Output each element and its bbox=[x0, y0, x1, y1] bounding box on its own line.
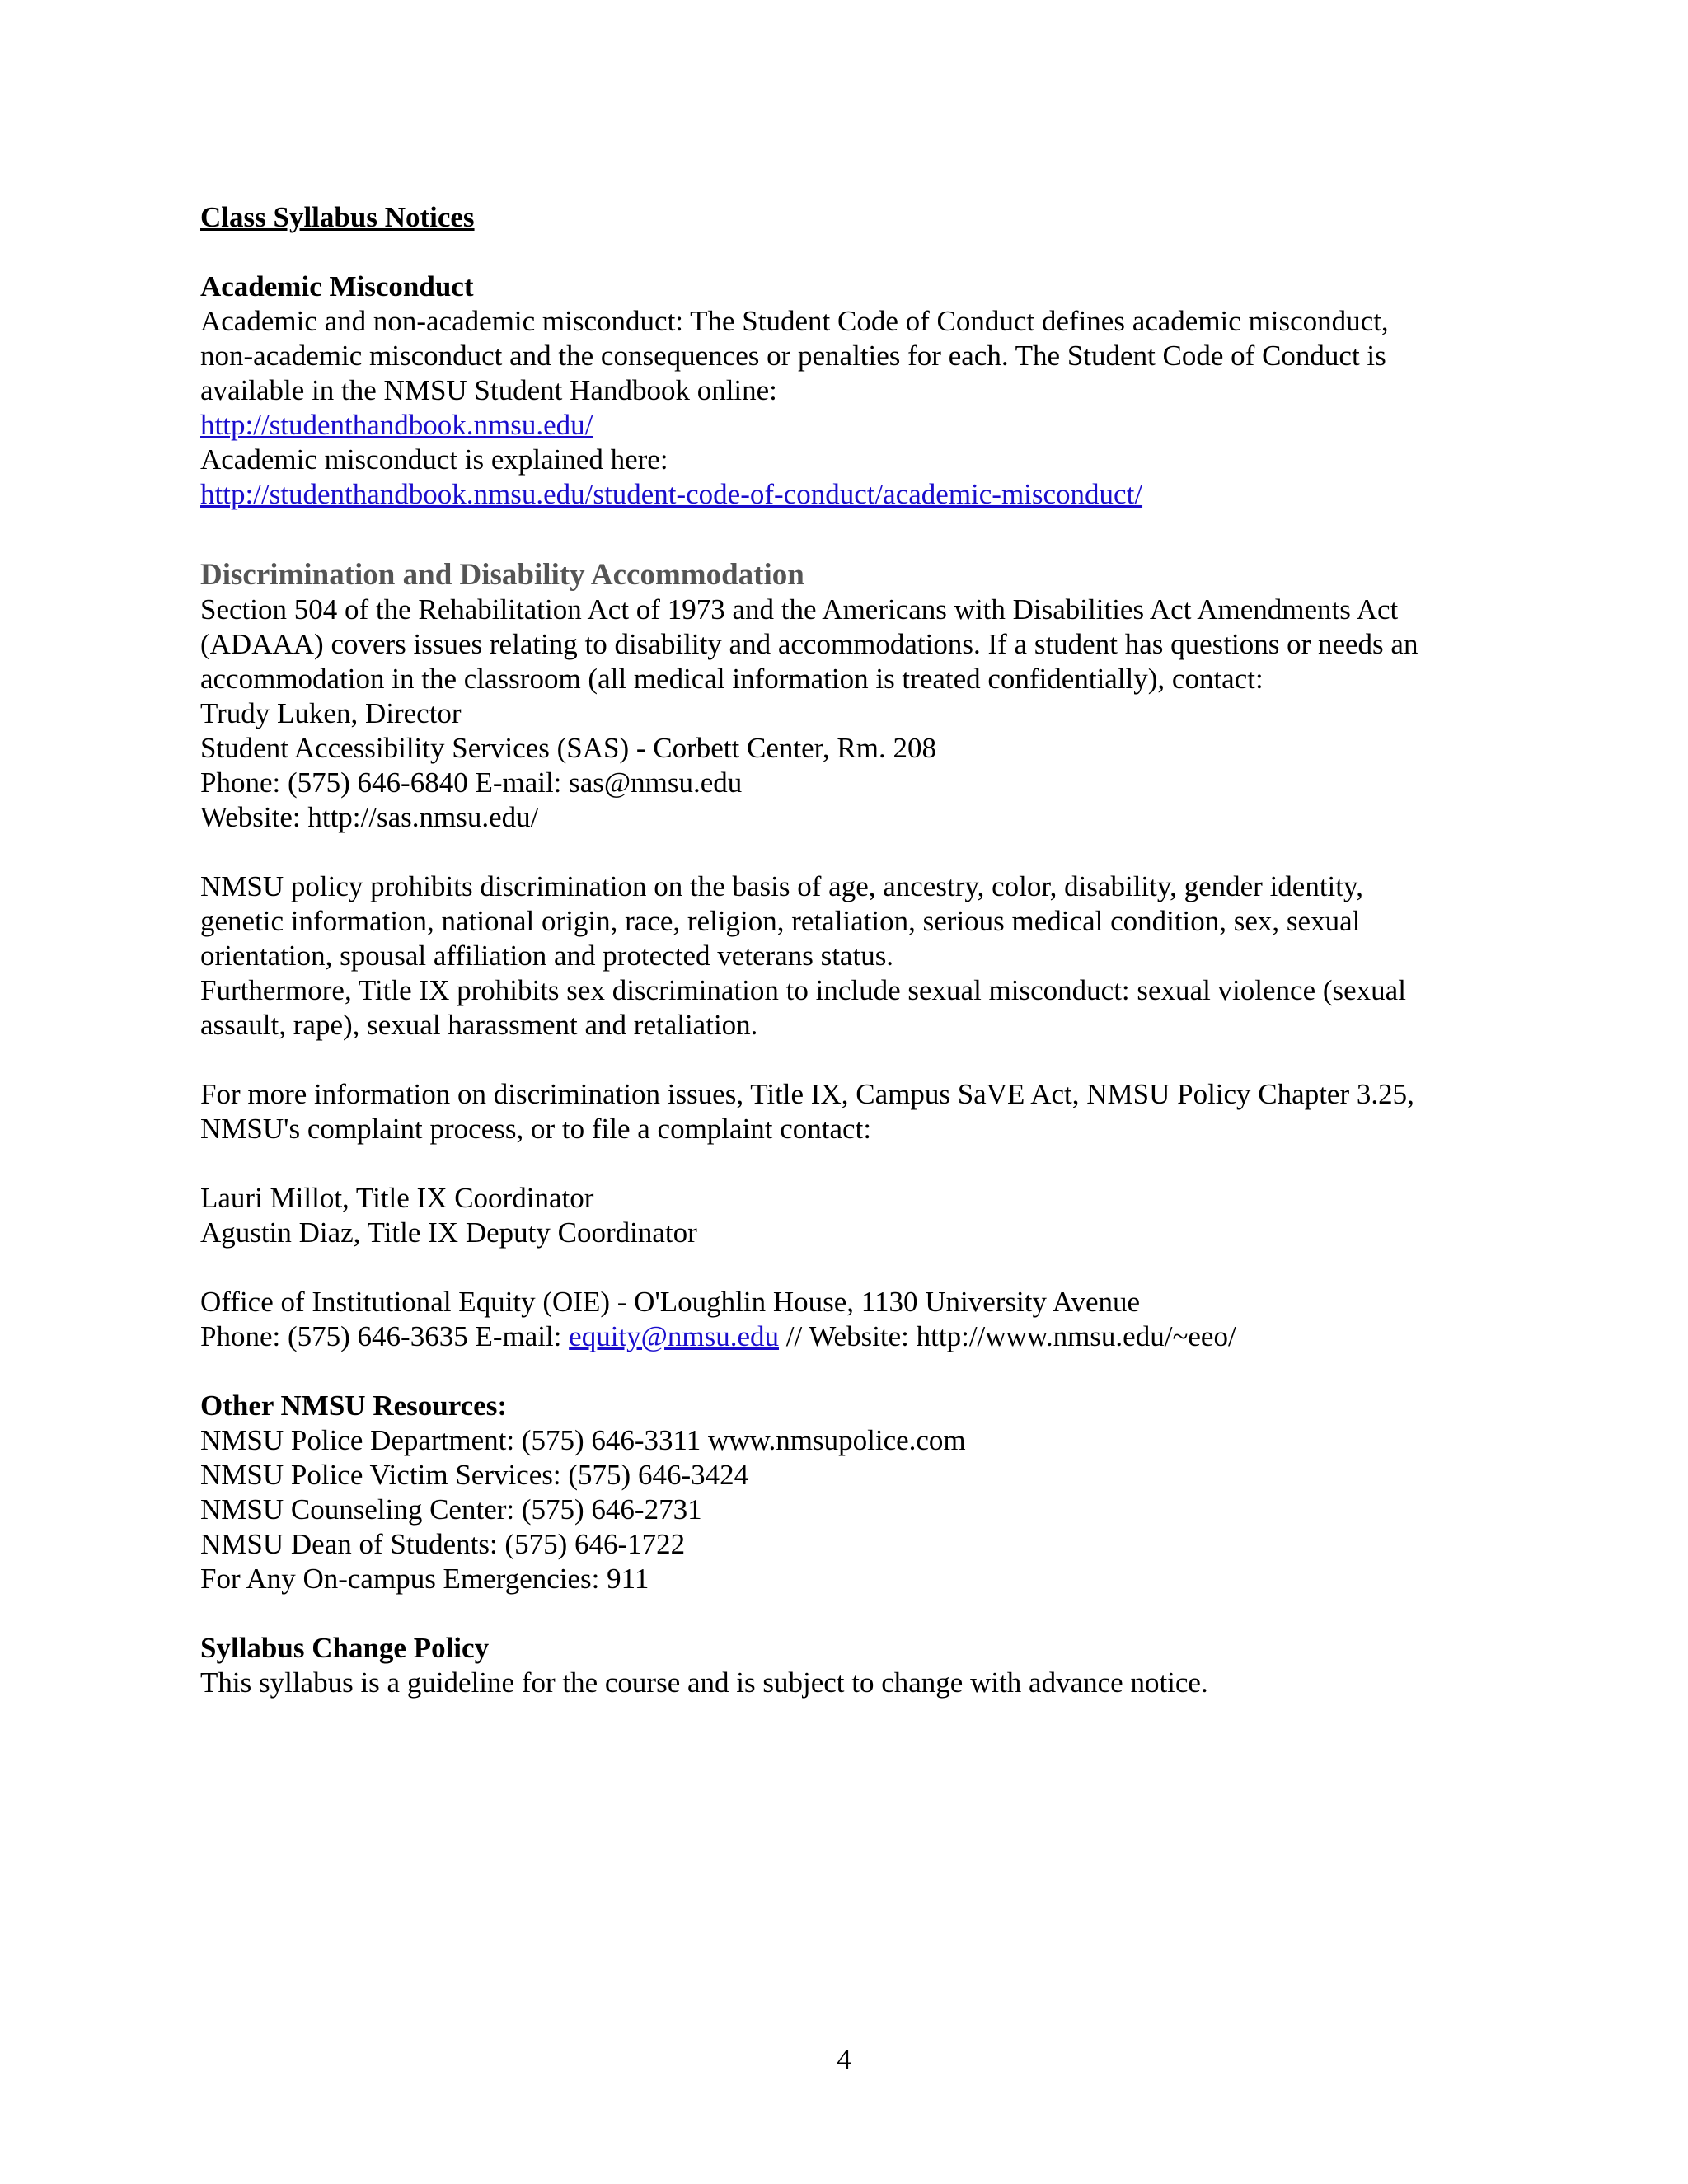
policy-line: assault, rape), sexual harassment and retaliation. bbox=[200, 1009, 758, 1041]
equity-email-link[interactable]: equity@nmsu.edu bbox=[569, 1320, 779, 1352]
academic-misconduct-line: non-academic misconduct and the consequences or penalties for each. The Student Code of Conduct is bbox=[200, 340, 1386, 372]
oie-office-line: Office of Institutional Equity (OIE) - O'Loughlin House, 1130 University Avenue bbox=[200, 1286, 1141, 1318]
oie-phone-text: Phone: (575) 646-3635 E-mail: bbox=[200, 1320, 570, 1352]
academic-misconduct-heading: Academic Misconduct bbox=[200, 270, 474, 302]
policy-line: orientation, spousal affiliation and protected veterans status. bbox=[200, 940, 894, 972]
disability-line: Student Accessibility Services (SAS) - Corbett Center, Rm. 208 bbox=[200, 732, 936, 764]
disability-line: Trudy Luken, Director bbox=[200, 697, 462, 729]
academic-misconduct-line: Academic and non-academic misconduct: The Student Code of Conduct defines academic misconduct, bbox=[200, 305, 1389, 337]
student-handbook-link[interactable]: http://studenthandbook.nmsu.edu/ bbox=[200, 409, 593, 441]
syllabus-change-heading: Syllabus Change Policy bbox=[200, 1632, 490, 1664]
resource-line: NMSU Police Victim Services: (575) 646-3424 bbox=[200, 1459, 749, 1491]
coordinator-line: Agustin Diaz, Title IX Deputy Coordinator bbox=[200, 1216, 697, 1249]
coordinator-line: Lauri Millot, Title IX Coordinator bbox=[200, 1182, 594, 1214]
discrimination-heading: Discrimination and Disability Accommodation bbox=[200, 558, 804, 592]
resource-line: NMSU Dean of Students: (575) 646-1722 bbox=[200, 1528, 686, 1560]
page-content bbox=[200, 200, 1503, 1700]
disability-line: Website: http://sas.nmsu.edu/ bbox=[200, 801, 539, 833]
policy-line: genetic information, national origin, race, religion, retaliation, serious medical condition, sex, sexual bbox=[200, 905, 1361, 937]
oie-contact-line bbox=[200, 1319, 1503, 1354]
page-title: Class Syllabus Notices bbox=[200, 201, 475, 233]
syllabus-change-text: This syllabus is a guideline for the course and is subject to change with advance notice. bbox=[200, 1666, 1208, 1699]
academic-misconduct-explained: Academic misconduct is explained here: bbox=[200, 443, 668, 476]
resources-heading: Other NMSU Resources: bbox=[200, 1390, 507, 1422]
info-line: NMSU's complaint process, or to file a complaint contact: bbox=[200, 1113, 872, 1145]
resource-line: For Any On-campus Emergencies: 911 bbox=[200, 1563, 649, 1595]
page-number: 4 bbox=[837, 2043, 851, 2075]
academic-misconduct-line: available in the NMSU Student Handbook online: bbox=[200, 374, 777, 406]
disability-line: Phone: (575) 646-6840 E-mail: sas@nmsu.edu bbox=[200, 766, 743, 799]
oie-website-text: // Website: http://www.nmsu.edu/~eeo/ bbox=[779, 1320, 1236, 1352]
disability-line: (ADAAA) covers issues relating to disability and accommodations. If a student has questions or needs an bbox=[200, 628, 1418, 660]
resource-line: NMSU Counseling Center: (575) 646-2731 bbox=[200, 1493, 702, 1526]
disability-line: accommodation in the classroom (all medical information is treated confidentially), contact: bbox=[200, 663, 1264, 695]
academic-misconduct-link[interactable]: http://studenthandbook.nmsu.edu/student-code-of-conduct/academic-misconduct/ bbox=[200, 478, 1143, 510]
resource-line: NMSU Police Department: (575) 646-3311 www.nmsupolice.com bbox=[200, 1424, 966, 1456]
info-line: For more information on discrimination issues, Title IX, Campus SaVE Act, NMSU Policy Chapter 3.25, bbox=[200, 1078, 1414, 1110]
policy-line: NMSU policy prohibits discrimination on the basis of age, ancestry, color, disability, gender identity, bbox=[200, 870, 1363, 902]
policy-line: Furthermore, Title IX prohibits sex discrimination to include sexual misconduct: sexual violence (sexual bbox=[200, 974, 1406, 1006]
disability-line: Section 504 of the Rehabilitation Act of 1973 and the Americans with Disabilities Act Amendments Act bbox=[200, 593, 1399, 626]
